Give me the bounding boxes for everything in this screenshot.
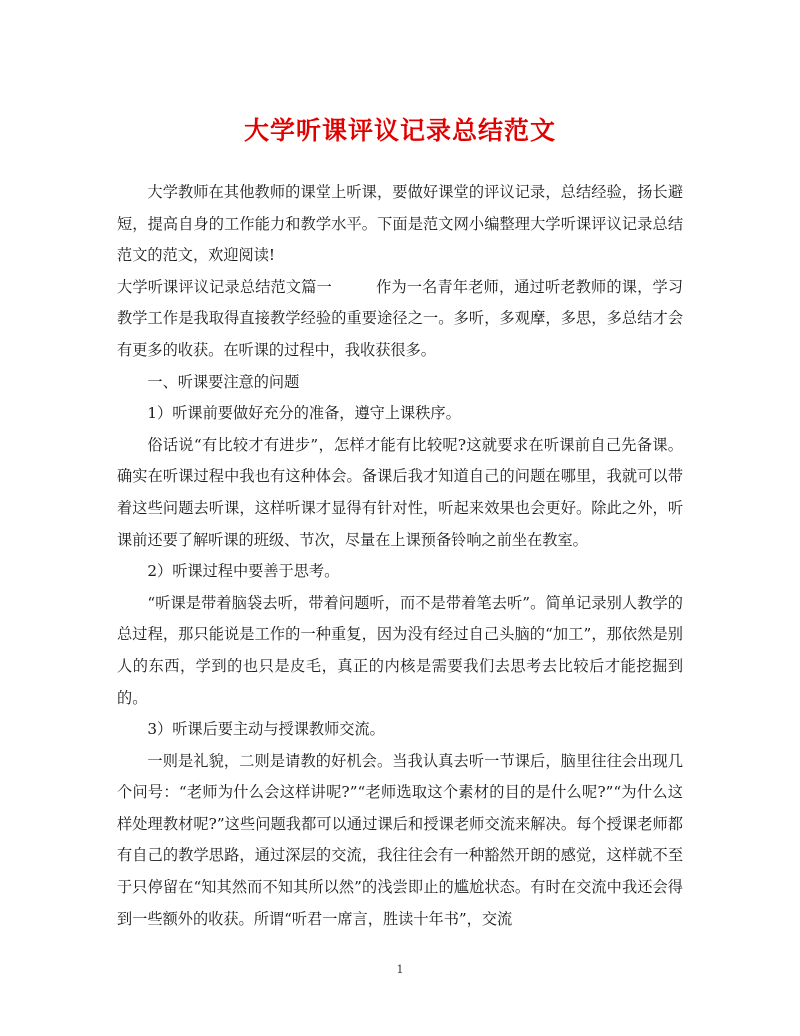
heading-problems: 一、听课要注意的问题 [147, 372, 300, 391]
item-3-body: 一则是礼貌，二则是请教的好机会。当我认真去听一节课后，脑里往往会出现几个问号：“老师为什么会这样讲呢?”“老师选取这个素材的目的是什么呢?”“为什么这样处理教材呢?”这些问题我都可以通过课后和授课老师交流来解决。每个授课老师都有自己的教学思路，通过深层的交流，我往往会有一种豁然开朗的感觉，这样就不至于只停留在“知其然而不知其所以然”的浅尝即止的尴尬状态。有时在交流中我还会得到一些额外的收获。所谓“听君一席言，胜读十年书”，交流 [117, 751, 683, 928]
section-intro: 作为一名青年老师，通过听老教师的课，学习教学工作是我取得直接教学经验的重要途径之一。多听，多观摩，多思，多总结才会有更多的收获。在听课的过程中，我收获很多。 [117, 277, 684, 359]
item-1-body: 俗话说“有比较才有进步”，怎样才能有比较呢?这就要求在听课前自己先备课。确实在听课过程中我也有这种体会。备课后我才知道自己的问题在哪里，我就可以带着这些问题去听课，这样听课才显得有针对性，听起来效果也会更好。除此之外，听课前还要了解听课的班级、节次，尽量在上课预备铃响之前坐在教室。 [117, 435, 683, 549]
document-title: 大学听课评议记录总结范文 [243, 116, 556, 145]
item-3-heading: 3）听课后要主动与授课教师交流。 [147, 720, 385, 739]
item-2-heading: 2）听课过程中要善于思考。 [147, 562, 340, 581]
intro-paragraph: 大学教师在其他教师的课堂上听课，要做好课堂的评议记录，总结经验，扬长避短，提高自身的工作能力和教学水平。下面是范文网小编整理大学听课评议记录总结范文的范文，欢迎阅读! [117, 183, 683, 265]
section-paragraph [117, 272, 683, 367]
page-number: 1 [396, 963, 404, 976]
item-2-body: “听课是带着脑袋去听，带着问题听，而不是带着笔去听”。简单记录别人教学的总过程，那只能说是工作的一种重复，因为没有经过自己头脑的“加工”，那依然是别人的东西，学到的也只是皮毛，真正的内核是需要我们去思考去比较后才能挖掘到的。 [117, 593, 683, 707]
document-body [117, 177, 683, 935]
section-label: 大学听课评议记录总结范文篇一 [117, 277, 332, 296]
item-1-heading: 1）听课前要做好充分的准备，遵守上课秩序。 [147, 404, 461, 423]
